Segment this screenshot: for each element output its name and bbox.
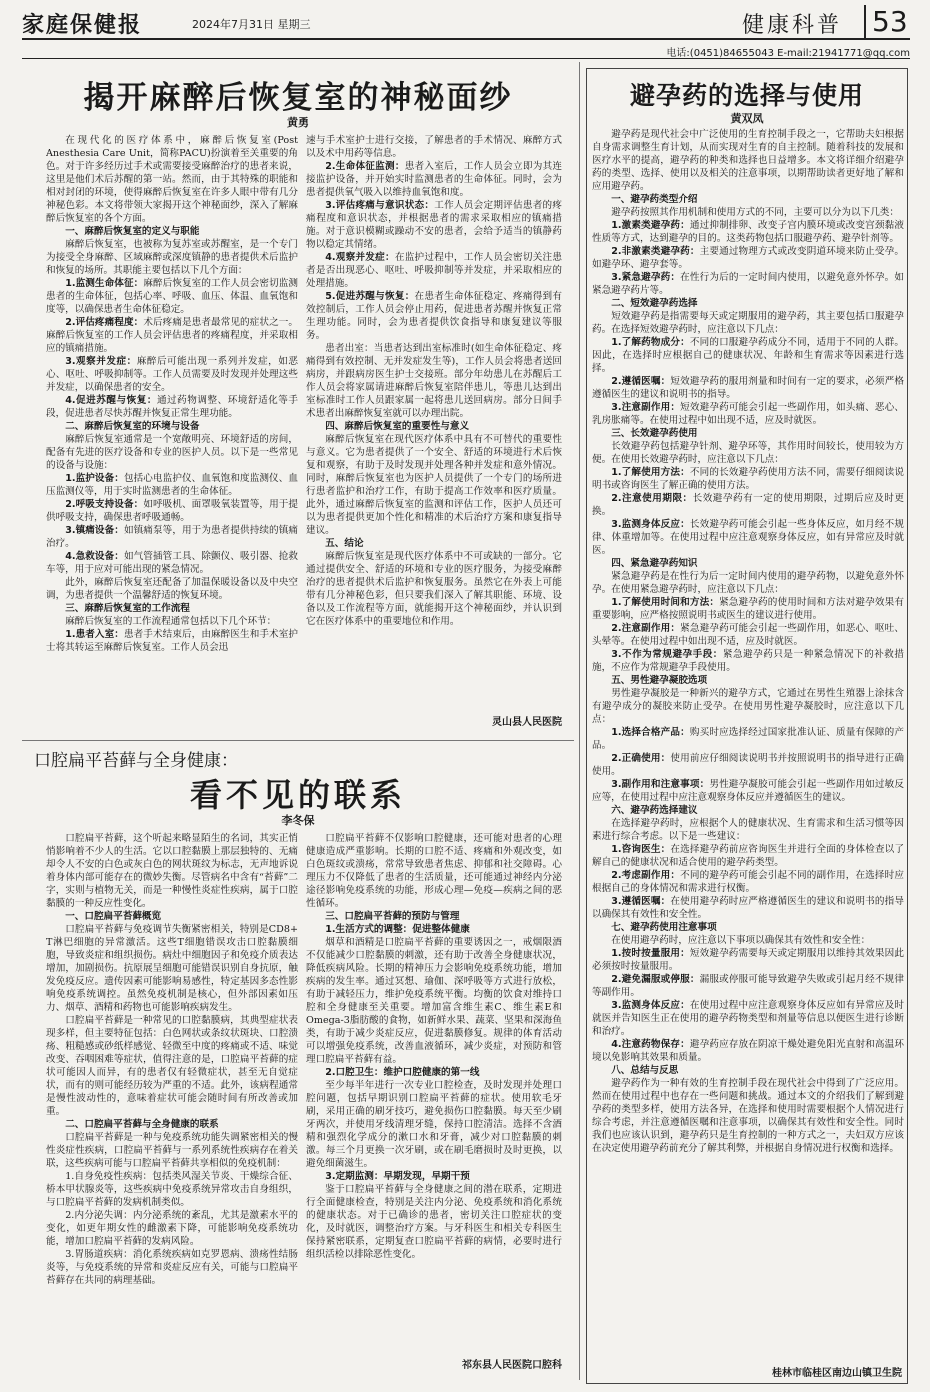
item-text: 通过抑制排卵、改变子宫内膜环境或改变宫颈黏液性质等方式，达到避孕的目的。这类药物包括口服避孕药、避孕针剂等。 <box>592 220 904 244</box>
list-item <box>46 628 298 654</box>
item-key: 3.监测身体反应： <box>611 1000 690 1011</box>
masthead <box>22 5 910 38</box>
item-text: 工作人员会定期评估患者的疼痛程度和意识状态，并根据患者的需求采取相应的镇痛措施。对于意识模糊或躁动不安的患者，会给予适当的镇静药物以稳定其情绪。 <box>306 200 562 250</box>
list-item <box>306 160 562 199</box>
item-text: 2.内分泌失调：内分泌系统的紊乱，尤其是激素水平的变化，如更年期女性的雌激素下降，可能影响免疫系统功能，增加口腔扁平苔藓的发病风险。 <box>46 1210 298 1247</box>
section-heading: 四、麻醉后恢复室的重要性与意义 <box>325 421 470 432</box>
section-heading: 二、麻醉后恢复室的环境与设备 <box>65 421 200 432</box>
item-key: 1.监护设备： <box>65 473 124 484</box>
list-item <box>46 394 298 420</box>
list-item <box>592 752 904 778</box>
item-text: 购买时应选择经过国家批准认证、质量有保障的产品。 <box>592 727 904 751</box>
section-heading: 一、避孕药类型介绍 <box>611 194 698 205</box>
paragraph: 口腔扁平苔藓是一种常见的口腔黏膜病，其典型症状表现多样，但主要特征包括：白色网状或条纹状斑块、口腔溃疡、粗糙感或砂纸样感觉、轻微至中度的疼痛或不适、味觉改变、吞咽困难等症状，值得注意的是，口腔扁平苔藓的症状可能因人而异，有的患者仅有轻微症状，甚至无自觉症状，而有的则可能经历较为严重的不适。此外，该病程通常是慢性波动性的，意味着症状可能会随时间有所改善或加重。 <box>46 1015 298 1117</box>
item-key: 3.紧急避孕药： <box>611 272 681 283</box>
list-item <box>306 1170 562 1183</box>
paragraph: 至少每半年进行一次专业口腔检查，及时发现并处理口腔问题，包括早期识别口腔扁平苔藓的症状。使用软毛牙刷，采用正确的刷牙技巧，避免损伤口腔黏膜。每天至少刷牙两次，并使用牙线清理牙缝，保持口腔清洁。选择不含酒精和强烈化学成分的漱口水和牙膏，减少对口腔黏膜的刺激。每三个月更换一次牙刷，或在刷毛磨损时及时更换，以避免细菌滋生。 <box>306 1080 562 1169</box>
item-text: 不同的避孕药可能会引起不同的副作用，在选择时应根据自己的身体情况和需求进行权衡。 <box>592 870 904 894</box>
item-text: 不同的口服避孕药成分不同，适用于不同的人群。因此，在选择时应根据自己的健康状况、年龄和生育需求等因素进行选择。 <box>592 337 904 374</box>
article-title: 看不见的联系 <box>189 776 406 814</box>
section-heading: 一、口腔扁平苔藓概览 <box>65 911 162 922</box>
item-text: 患者手术结束后，由麻醉医生和手术室护士将其转运至麻醉后恢复室。工作人员会迅 <box>46 629 298 653</box>
section-name: 健康科普 <box>742 13 843 38</box>
item-key: 1.咨询医生： <box>611 844 671 855</box>
list-item <box>306 199 562 251</box>
article-title: 揭开麻醉后恢复室的神秘面纱 <box>83 80 513 116</box>
paragraph: 麻醉后恢复室，也被称为复苏室或苏醒室，是一个专门为接受全身麻醉、区域麻醉或深度镇静的患者提供术后监护和恢复的场所。其职能主要包括以下几个方面： <box>46 239 298 276</box>
issue-date: 2024年7月31日 星期三 <box>192 18 311 31</box>
item-text: 男性避孕凝胶可能会引起一些副作用如过敏反应等，在使用过程中应注意观察身体反应并遵循医生的建议。 <box>592 779 904 803</box>
paragraph: 男性避孕凝胶是一种新兴的避孕方式，它通过在男性生殖器上涂抹含有避孕成分的凝胶来防止受孕。在使用男性避孕凝胶时，应注意以下几点： <box>592 688 904 725</box>
item-key: 1.了解药物成分： <box>611 337 690 348</box>
item-text: 麻醉后恢复室的工作人员会密切监测患者的生命体征，包括心率、呼吸、血压、体温、血氧饱和度等，以确保患者生命体征稳定。 <box>46 278 298 315</box>
paragraph: 口腔扁平苔藓与免疫调节失衡紧密相关，特别是CD8+ T淋巴细胞的异常激活。这些T细胞错误攻击口腔黏膜细胞，导致炎症和组织损伤。病灶中细胞因子和免疫介质表达增加，加剧损伤。抗原展呈细胞可能错误识别自身抗原，触发免疫反应。遗传因素可能影响易感性，特定基因多态性影响免疫系统调控。虽然免疫机制是核心，但外部因素如压力、烟草、酒精和药物也可能影响疾病发生。 <box>46 924 298 1013</box>
item-text: 紧急避孕药的使用时间和方法对避孕效果有重要影响，应严格按照说明书或医生的建议进行使用。 <box>592 597 904 621</box>
item-key: 3.观察并发症： <box>65 356 137 367</box>
list-item <box>46 316 298 355</box>
item-text: 不同的长效避孕药使用方法不同，需要仔细阅读说明书或咨询医生了解正确的使用方法。 <box>592 467 904 491</box>
item-text: 在使用避孕药时应严格遵循医生的建议和说明书的指导以确保其有效性和安全性。 <box>592 896 904 920</box>
item-key: 3.副作用和注意事项： <box>611 779 710 790</box>
section-heading: 五、结论 <box>325 538 364 549</box>
item-key: 3.镇痛设备： <box>65 525 124 536</box>
list-item <box>46 1209 298 1248</box>
item-key: 3.监测身体反应： <box>611 519 690 530</box>
item-text: 紧急避孕药可能会引起一些副作用，如恶心、呕吐、头晕等。在使用过程中如出现不适，应及时就医。 <box>592 623 904 647</box>
paragraph: 避孕药作为一种有效的生育控制手段在现代社会中得到了广泛应用。然而在使用过程中也存在一些问题和挑战。通过本文的介绍我们了解到避孕药的类型多样，使用方法各异，在选择和使用时需要根据个人情况进行综合考虑，并注意遵循医嘱和注意事项，以确保其有效性和安全性。同时我们也应该认识到，避孕药只是生育控制的一种方式之一，夫妇双方应该在决定使用避孕药前充分了解其利弊，并根据自身情况进行权衡和选择。 <box>592 1078 904 1154</box>
list-item <box>592 843 904 869</box>
item-text: 短效避孕药可能会引起一些副作用，如头痛、恶心、乳房胀痛等。在使用过程中如出现不适，应及时就医。 <box>592 402 904 426</box>
item-key: 2.注意副作用： <box>611 623 681 634</box>
paragraph: 麻醉后恢复室是现代医疗体系中不可或缺的一部分。它通过提供安全、舒适的环境和专业的医疗服务，为接受麻醉治疗的患者提供术后监护和恢复服务。虽然它在外表上可能带有几分神秘色彩，但只要我们深入了解其职能、环境、设备以及工作流程等方面，就能揭开这个神秘面纱，并认识到它在医疗体系中的重要地位和作用。 <box>306 551 562 627</box>
list-item <box>592 648 904 674</box>
page-number: 53 <box>864 5 908 38</box>
paragraph: 速与手术室护士进行交接，了解患者的手术情况、麻醉方式以及术中用药等信息。 <box>306 135 562 159</box>
list-item <box>592 1038 904 1064</box>
list-item <box>46 550 298 576</box>
article-column <box>46 832 298 1382</box>
item-key: 1.生活方式的调整：促进整体健康 <box>325 924 470 935</box>
item-key: 4.急救设备： <box>65 551 124 562</box>
item-text: 长效避孕药可能会引起一些身体反应，如月经不规律、体重增加等。在使用过程中应注意观察身体反应，如有异常应及时就医。 <box>592 519 904 556</box>
author-organization: 祁东县人民医院口腔科 <box>462 1360 562 1371</box>
item-text: 1.自身免疫性疾病：包括类风湿关节炎、干燥综合征、桥本甲状腺炎等，这些疾病中免疫系统异常攻击自身组织，与口腔扁平苔藓的发病机制类似。 <box>46 1171 298 1208</box>
item-key: 2.评估疼痛程度： <box>65 317 144 328</box>
list-item <box>592 219 904 245</box>
item-text: 如气管插管工具、除颤仪、吸引器、抢救车等，用于应对可能出现的紧急情况。 <box>46 551 298 575</box>
list-item <box>592 999 904 1038</box>
section-heading: 八、总结与反思 <box>611 1065 679 1076</box>
item-text: 使用前应仔细阅读说明书并按照说明书的指导进行正确使用。 <box>592 753 904 777</box>
item-key: 5.促进苏醒与恢复： <box>325 291 415 302</box>
list-item <box>592 271 904 297</box>
paragraph: 口腔扁平苔藓是一种与免疫系统功能失调紧密相关的慢性炎症性疾病，口腔扁平苔藓与一系列系统性疾病存在着关联，这些疾病可能与口腔扁平苔藓共享相似的免疫机制： <box>46 1132 298 1169</box>
item-key: 2.呼吸支持设备： <box>65 499 144 510</box>
contact-line: 电话:(0451)84655043 E-mail:21941771@qq.com <box>666 48 910 59</box>
contact-rule <box>22 58 910 59</box>
section-heading: 三、口腔扁平苔藓的预防与管理 <box>325 911 460 922</box>
paragraph: 在选择避孕药时，应根据个人的健康状况、生育需求和生活习惯等因素进行综合考虑。以下是一些建议： <box>592 818 904 842</box>
paragraph: 长效避孕药包括避孕针剂、避孕环等，其作用时间较长，使用较为方便。在使用长效避孕药时，应注意以下几点： <box>592 441 904 465</box>
item-key: 2.非激素类避孕药： <box>611 246 700 257</box>
item-text: 短效避孕药需要每天或定期服用以维持其效果因此必须按时按量服用。 <box>592 948 904 972</box>
item-key: 1.激素类避孕药： <box>611 220 690 231</box>
item-text: 短效避孕药的服用剂量和时间有一定的要求，必须严格遵循医生的建议和说明书的指导。 <box>592 376 904 400</box>
list-item <box>46 524 298 550</box>
item-text: 如镇痛泵等，用于为患者提供持续的镇痛治疗。 <box>46 525 298 549</box>
item-key: 1.了解使用时间和方法： <box>611 597 720 608</box>
item-text: 在选择避孕药前应咨询医生并进行全面的身体检查以了解自己的健康状况和适合使用的避孕药类型。 <box>592 844 904 868</box>
list-item <box>592 622 904 648</box>
list-item <box>306 1066 562 1079</box>
section-heading: 六、避孕药选择建议 <box>611 805 698 816</box>
newspaper-name: 家庭保健报 <box>22 13 143 38</box>
item-key: 1.监测生命体征： <box>65 278 144 289</box>
item-key: 2.注意使用期限： <box>611 493 693 504</box>
list-item <box>592 596 904 622</box>
paragraph: 在使用避孕药时，应注意以下事项以确保其有效性和安全性： <box>611 935 871 946</box>
item-key: 3.注意副作用： <box>611 402 681 413</box>
article-column <box>306 832 562 1352</box>
section-heading: 二、口腔扁平苔藓与全身健康的联系 <box>65 1119 219 1130</box>
paragraph: 避孕药是现代社会中广泛使用的生育控制手段之一，它帮助夫妇根据自身需求调整生育计划，从而实现对生育的自主控制。随着科技的发展和医疗水平的提高，避孕药的种类和选择也日益增多。本文将详细介绍避孕药的类型、选择、使用以及相关的注意事项，以期帮助读者更好地了解和应用避孕药。 <box>592 129 904 192</box>
list-item <box>306 923 562 936</box>
section-heading: 二、短效避孕药选择 <box>611 298 698 309</box>
item-key: 3.定期监测：早期发现，早期干预 <box>325 1171 470 1182</box>
item-text: 包括心电监护仪、血氧饱和度监测仪、血压监测仪等，用于实时监测患者的生命体征。 <box>46 473 298 497</box>
paragraph: 口腔扁平苔藓，这个听起来略显陌生的名词，其实正悄悄影响着不少人的生活。它以口腔黏膜上那层独特的、无痛却令人不安的白色或灰白色的网状斑纹为标志，无声地诉说着身体内部可能存在的微妙失衡。尽管病名中含有“苔藓”二字，实则与植物无关，而是一种慢性炎症性疾病，属于口腔黏膜的一种反应性变化。 <box>46 833 298 909</box>
item-key: 4.促进苏醒与恢复： <box>65 395 157 406</box>
item-key: 1.按时按量服用： <box>611 948 690 959</box>
column-divider <box>579 62 580 1380</box>
list-item <box>592 726 904 752</box>
item-key: 2.口腔卫生：维护口腔健康的第一线 <box>325 1067 480 1078</box>
item-text: 主要通过物理方式或改变阴道环境来防止受孕。如避孕环、避孕套等。 <box>592 246 904 270</box>
item-key: 4.观察并发症： <box>325 252 395 263</box>
paragraph: 患者出室：当患者达到出室标准时(如生命体征稳定、疼痛得到有效控制、无并发症发生等)，工作人员会将患者送回病房，并跟病房医生护士交接班。部分年幼患儿在苏醒后工作人员会将家属请进麻醉后恢复室陪伴患儿，等患儿达到出室标准时工作人员跟家属一起将患儿送回病房。部分日间手术患者出麻醉恢复室就可以办理出院。 <box>306 343 562 419</box>
list-item <box>306 251 562 290</box>
list-item <box>46 355 298 394</box>
item-text: 通过药物调整、环境舒适化等手段，促进患者尽快苏醒并恢复正常生理功能。 <box>46 395 298 419</box>
paragraph: 此外，麻醉后恢复室还配备了加温保暖设备以及中央空调，为患者提供一个温馨舒适的恢复环境。 <box>46 577 298 601</box>
item-text: 紧急避孕药只是一种紧急情况下的补救措施，不应作为常规避孕手段使用。 <box>592 649 904 673</box>
paragraph: 紧急避孕药是在性行为后一定时间内使用的避孕药物，以避免意外怀孕。在使用紧急避孕药时，应注意以下几点： <box>592 571 904 595</box>
author-organization: 灵山县人民医院 <box>492 717 562 728</box>
list-item <box>592 401 904 427</box>
section-heading: 五、男性避孕凝胶选项 <box>611 675 708 686</box>
list-item <box>592 973 904 999</box>
paragraph: 在现代化的医疗体系中，麻醉后恢复室(Post Anesthesia Care Unit，简称PACU)扮演着至关重要的角色。对于许多经历过手术或需要接受麻醉治疗的患者来说，这里是他们术后苏醒的第一站。然而，由于其特殊的职能和相对封闭的环境，使得麻醉后恢复室在许多人眼中带有几分神秘色彩。本文将带领大家揭开这个神秘面纱，深入了解麻醉后恢复室的各个方面。 <box>46 135 298 224</box>
section-heading: 七、避孕药使用注意事项 <box>611 922 717 933</box>
paragraph: 口腔扁平苔藓不仅影响口腔健康，还可能对患者的心理健康造成严重影响。长期的口腔不适、疼痛和外观改变，如白色斑纹或溃疡，常常导致患者焦虑、抑郁和社交障碍。心理压力不仅降低了患者的生活质量，还可能通过神经内分泌途径影响免疫系统的功能，形成心理—免疫—疾病之间的恶性循环。 <box>306 833 562 909</box>
list-item <box>592 492 904 518</box>
item-text: 漏服或停服可能导致避孕失败或引起月经不规律等副作用。 <box>592 974 904 998</box>
article-column <box>46 134 298 728</box>
paragraph: 烟草和酒精是口腔扁平苔藓的重要诱因之一，戒烟限酒不仅能减少口腔黏膜的刺激，还有助于改善全身健康状况，降低疾病风险。长期的精神压力会影响免疫系统功能，增加疾病的发生率。通过冥想、瑜伽、深呼吸等方式进行放松，有助于减轻压力，维护免疫系统平衡。均衡的饮食对维持口腔和全身健康至关重要。增加富含维生素C、维生素E和Omega-3脂肪酸的食物，如新鲜水果、蔬菜、坚果和深海鱼类，有助于减少炎症反应，促进黏膜修复。规律的体育活动可以增强免疫系统，改善血液循环，减少炎症，对预防和管理口腔扁平苔藓有益。 <box>306 937 562 1065</box>
item-key: 3.遵循医嘱： <box>611 896 671 907</box>
item-key: 4.注意药物保存： <box>611 1039 690 1050</box>
list-item <box>592 869 904 895</box>
item-text: 术后疼痛是患者最常见的症状之一。麻醉后恢复室的工作人员会评估患者的疼痛程度，并采取相应的镇痛措施。 <box>46 317 298 354</box>
article-author: 黄双凤 <box>730 112 764 125</box>
list-item <box>592 895 904 921</box>
article-column <box>306 134 562 714</box>
list-item <box>592 518 904 557</box>
item-key: 2.生命体征监测： <box>325 161 405 172</box>
item-text: 避孕药应存放在阴凉干燥处避免阳光直射和高温环境以免影响其效果和质量。 <box>592 1039 904 1063</box>
item-text: 3.胃肠道疾病：消化系统疾病如克罗恩病、溃疡性结肠炎等，与免疫系统的异常和炎症反应有关，可能与口腔扁平苔藓存在共同的病理基础。 <box>46 1249 298 1286</box>
paragraph: 避孕药按照其作用机制和使用方式的不同，主要可以分为以下几类： <box>611 207 899 218</box>
list-item <box>592 947 904 973</box>
item-text: 患者入室后，工作人员会立即为其连接监护设备，并开始实时监测患者的生命体征。同时，会为患者提供氧气吸入以维持血氧饱和度。 <box>306 161 562 198</box>
item-text: 长效避孕药有一定的使用期限，过期后应及时更换。 <box>592 493 904 517</box>
item-text: 在监护过程中，工作人员会密切关注患者是否出现恶心、呕吐、呼吸抑制等并发症，并采取相应的处理措施。 <box>306 252 562 289</box>
article-author: 黄勇 <box>287 116 309 129</box>
item-text: 如呼吸机、面罩吸氧装置等，用于提供呼吸支持，确保患者呼吸通畅。 <box>46 499 298 523</box>
section-heading: 四、紧急避孕药知识 <box>611 558 698 569</box>
section-heading: 一、麻醉后恢复室的定义与职能 <box>65 226 200 237</box>
item-key: 1.选择合格产品： <box>611 727 690 738</box>
item-key: 1.了解使用方法： <box>611 467 690 478</box>
article-column <box>592 128 904 1362</box>
list-item <box>592 466 904 492</box>
item-key: 2.避免漏服或停服： <box>611 974 700 985</box>
paragraph: 麻醉后恢复室的工作流程通常包括以下几个环节： <box>65 616 277 627</box>
list-item <box>592 778 904 804</box>
item-text: 在性行为后的一定时间内使用，以避免意外怀孕。如紧急避孕药片等。 <box>592 272 904 296</box>
item-key: 2.遵循医嘱： <box>611 376 671 387</box>
item-text: 在使用过程中应注意观察身体反应如有异常应及时就医并告知医生正在使用的避孕药物类型和剂量等信息以便医生进行诊断和治疗。 <box>592 1000 904 1037</box>
item-text: 麻醉后可能出现一系列并发症，如恶心、呕吐、呼吸抑制等。工作人员需要及时发现并处理这些并发症，以确保患者的安全。 <box>46 356 298 393</box>
item-key: 2.正确使用： <box>611 753 671 764</box>
paragraph: 麻醉后恢复室通常是一个宽敞明亮、环境舒适的房间，配备有先进的医疗设备和专业的医护人员。以下是一些常见的设备与设施： <box>46 434 298 471</box>
author-organization: 桂林市临桂区南边山镇卫生院 <box>772 1368 902 1379</box>
paragraph: 麻醉后恢复室在现代医疗体系中具有不可替代的重要性与意义。它为患者提供了一个安全、舒适的环境进行术后恢复和观察，有助于及时发现并处理各种并发症和意外情况。同时，麻醉后恢复室也为医护人员提供了一个专门的场所进行患者监护和治疗工作，有助于提高工作效率和医疗质量。此外，通过麻醉后恢复室的监测和评估工作，医护人员还可以为患者提供更加个性化和精准的术后治疗方案和康复指导建议。 <box>306 434 562 536</box>
list-item <box>46 277 298 316</box>
masthead-rule <box>22 38 910 40</box>
paragraph: 鉴于口腔扁平苔藓与全身健康之间的潜在联系，定期进行全面健康检查，特别是关注内分泌、免疫系统和消化系统的健康状态。对于已确诊的患者，密切关注口腔症状的变化，及时就医，调整治疗方案。与牙科医生和相关专科医生保持紧密联系，定期复查口腔扁平苔藓的病情，必要时进行组织活检以排除恶性变化。 <box>306 1184 562 1260</box>
section-heading: 三、长效避孕药使用 <box>611 428 698 439</box>
article-divider <box>22 740 574 741</box>
article-author: 李冬保 <box>281 814 315 827</box>
list-item <box>46 472 298 498</box>
list-item <box>46 1248 298 1287</box>
list-item <box>592 336 904 375</box>
item-key: 3.评估疼痛与意识状态： <box>325 200 435 211</box>
article-kicker: 口腔扁平苔藓与全身健康： <box>34 751 238 771</box>
list-item <box>592 245 904 271</box>
list-item <box>46 1170 298 1209</box>
list-item <box>306 290 562 342</box>
paragraph: 短效避孕药是指需要每天或定期服用的避孕药，其主要包括口服避孕药。在选择短效避孕药时，应注意以下几点： <box>592 311 904 335</box>
list-item <box>46 498 298 524</box>
list-item <box>592 375 904 401</box>
item-key: 2.考虑副作用： <box>611 870 681 881</box>
item-key: 3.不作为常规避孕手段： <box>611 649 723 660</box>
article-title: 避孕药的选择与使用 <box>629 81 864 110</box>
item-key: 1.患者入室： <box>65 629 124 640</box>
section-heading: 三、麻醉后恢复室的工作流程 <box>65 603 190 614</box>
item-text: 在患者生命体征稳定、疼痛得到有效控制后，工作人员会停止用药，促进患者苏醒并恢复正常生理功能。同时，会为患者提供饮食指导和康复建议等服务。 <box>306 291 562 341</box>
